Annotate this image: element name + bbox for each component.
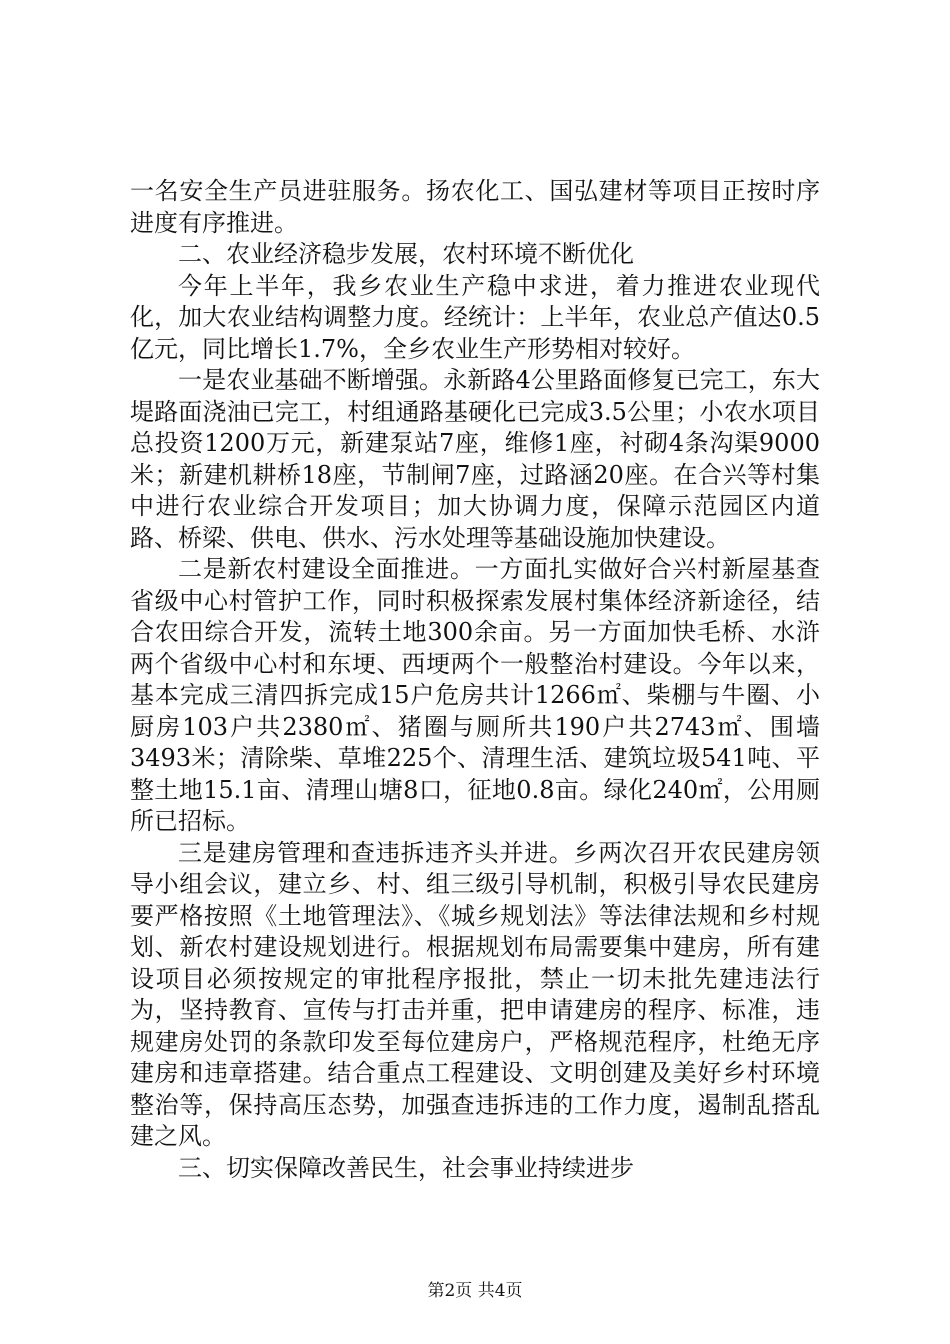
section-heading-livelihood: 三、切实保障改善民生，社会事业持续进步 [178, 1153, 634, 1182]
paragraph-agriculture-summary: 今年上半年，我乡农业生产稳中求进，着力推进农业现代化，加大农业结构调整力度。经统计：上半年，农业总产值达0.5亿元，同比增长1.7%，全乡农业生产形势相对较好。 [130, 271, 820, 363]
paragraph-agricultural-foundation: 一是农业基础不断增强。永新路4公里路面修复已完工，东大堤路面浇油已完工，村组通路基硬化已完成3.5公里；小农水项目总投资1200万元，新建泵站7座，维修1座，衬砌4条沟渠9000米；新建机耕桥18座，节制闸7座，过路涵20座。在合兴等村集中进行农业综合开发项目；加大协调力度，保障示范园区内道路、桥梁、供电、供水、污水处理等基础设施加快建设。 [130, 366, 820, 552]
document-body [130, 176, 820, 1184]
section-heading-agriculture: 二、农业经济稳步发展，农村环境不断优化 [178, 240, 634, 268]
paragraph-new-countryside: 二是新农村建设全面推进。一方面扎实做好合兴村新屋基查省级中心村管护工作，同时积极探索发展村集体经济新途径，结合农田综合开发，流转土地300余亩。另一方面加快毛桥、水浒两个省级中心村和东埂、西埂两个一般整治村建设。今年以来，基本完成三清四拆完成15户危房共计1266㎡、柴棚与牛圈、小厨房103户共2380㎡、猪圈与厕所共190户共2743㎡、围墙3493米；清除柴、草堆225个、清理生活、建筑垃圾541吨、平整土地15.1亩、清理山塘8口，征地0.8亩。绿化240㎡，公用厕所已招标。 [130, 555, 820, 835]
paragraph-housing-management: 三是建房管理和查违拆违齐头并进。乡两次召开农民建房领导小组会议，建立乡、村、组三级引导机制，积极引导农民建房要严格按照《土地管理法》、《城乡规划法》等法律法规和乡村规划、新农村建设规划进行。根据规划布局需要集中建房，所有建设项目必须按规定的审批程序报批，禁止一切未批先建违法行为，坚持教育、宣传与打击并重，把申请建房的程序、标准，违规建房处罚的条款印发至每位建房户，严格规范程序，杜绝无序建房和违章搭建。结合重点工程建设、文明创建及美好乡村环境整治等，保持高压态势，加强查违拆违的工作力度，遏制乱搭乱建之风。 [130, 838, 820, 1150]
page-number-footer: 第2页 共4页 [427, 1281, 523, 1301]
paragraph-continuation: 一名安全生产员进驻服务。扬农化工、国弘建材等项目正按时序进度有序推进。 [130, 177, 820, 237]
